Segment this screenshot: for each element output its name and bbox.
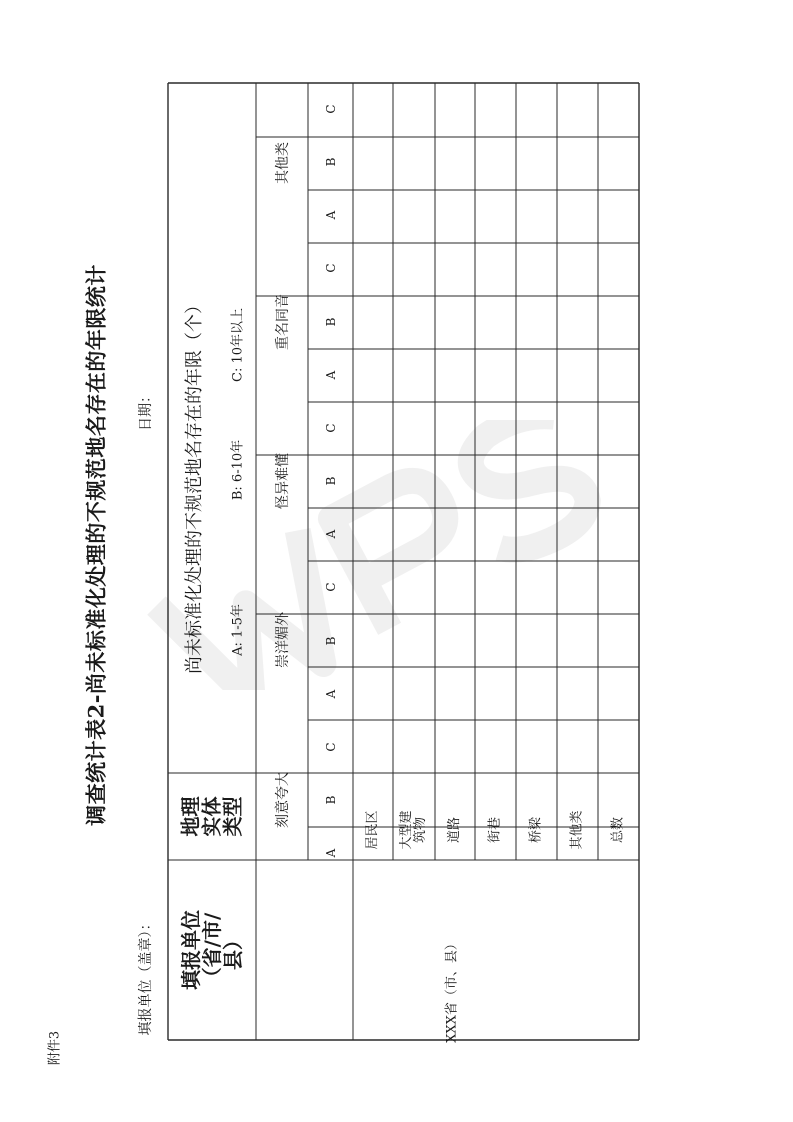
unit-column-header bbox=[168, 860, 256, 1040]
type-header-line-1: 地理 bbox=[178, 796, 203, 837]
category-strange: 怪异难懂 bbox=[275, 453, 291, 509]
attachment-label: 附件3 bbox=[47, 1030, 63, 1066]
category-exaggeration: 刻意夸大 bbox=[275, 772, 291, 828]
page-title: 调查统计表2-尚未标准化处理的不规范地名存在的年限统计 bbox=[83, 264, 109, 826]
subcol-b: B bbox=[324, 636, 338, 646]
unit-header-line-2: （省/市/ bbox=[199, 912, 224, 988]
type-header-line-2: 实体 bbox=[199, 796, 224, 837]
subcol-c: C bbox=[324, 423, 338, 433]
category-duplicate: 重名同音 bbox=[275, 294, 291, 350]
category-other: 其他类 bbox=[275, 142, 291, 184]
subcol-c: C bbox=[324, 742, 338, 752]
row-type-label: 街巷 bbox=[487, 817, 503, 844]
row-type-label: 其他类 bbox=[569, 810, 585, 850]
row-type-label: 桥梁 bbox=[528, 817, 544, 844]
row-type-total bbox=[589, 810, 649, 851]
row-type-label: 居民区 bbox=[365, 810, 381, 850]
legend-c: C: 10年以上 bbox=[230, 307, 246, 383]
legend-a: A: 1-5年 bbox=[230, 604, 246, 656]
row-type-label: 总数 bbox=[610, 817, 626, 844]
subcol-a: A bbox=[324, 210, 338, 220]
row-type-label: 筑物 bbox=[413, 817, 428, 844]
subcol-b: B bbox=[324, 317, 338, 327]
legend-b: B: 6-10年 bbox=[230, 439, 246, 501]
subcol-a: A bbox=[324, 370, 338, 380]
subcol-b: B bbox=[324, 157, 338, 167]
unit-header-line-1: 填报单位 bbox=[178, 910, 203, 990]
subcol-a: A bbox=[324, 689, 338, 699]
subcol-a: A bbox=[324, 529, 338, 539]
province-label: XXX省（市、县） bbox=[444, 937, 460, 1043]
filler-unit-label: 填报单位（盖章）： bbox=[138, 916, 154, 1036]
type-header-line-3: 类型 bbox=[220, 796, 245, 837]
subcol-a: A bbox=[324, 848, 338, 858]
main-header: 尚未标准化处理的不规范地名存在的年限（个） bbox=[184, 296, 205, 674]
row-type-label: 大型建 bbox=[399, 810, 415, 850]
subcol-b: B bbox=[324, 476, 338, 486]
category-foreign-worship: 崇洋媚外 bbox=[275, 612, 291, 668]
unit-header-line-3: 县） bbox=[220, 930, 245, 970]
date-label: 日期： bbox=[138, 389, 154, 431]
entity-type-column-header bbox=[169, 773, 256, 861]
subcol-c: C bbox=[324, 104, 338, 114]
subcol-c: C bbox=[324, 582, 338, 592]
row-type-label: 道路 bbox=[447, 817, 463, 844]
subcol-c: C bbox=[324, 263, 338, 273]
subcol-b: B bbox=[324, 795, 338, 805]
